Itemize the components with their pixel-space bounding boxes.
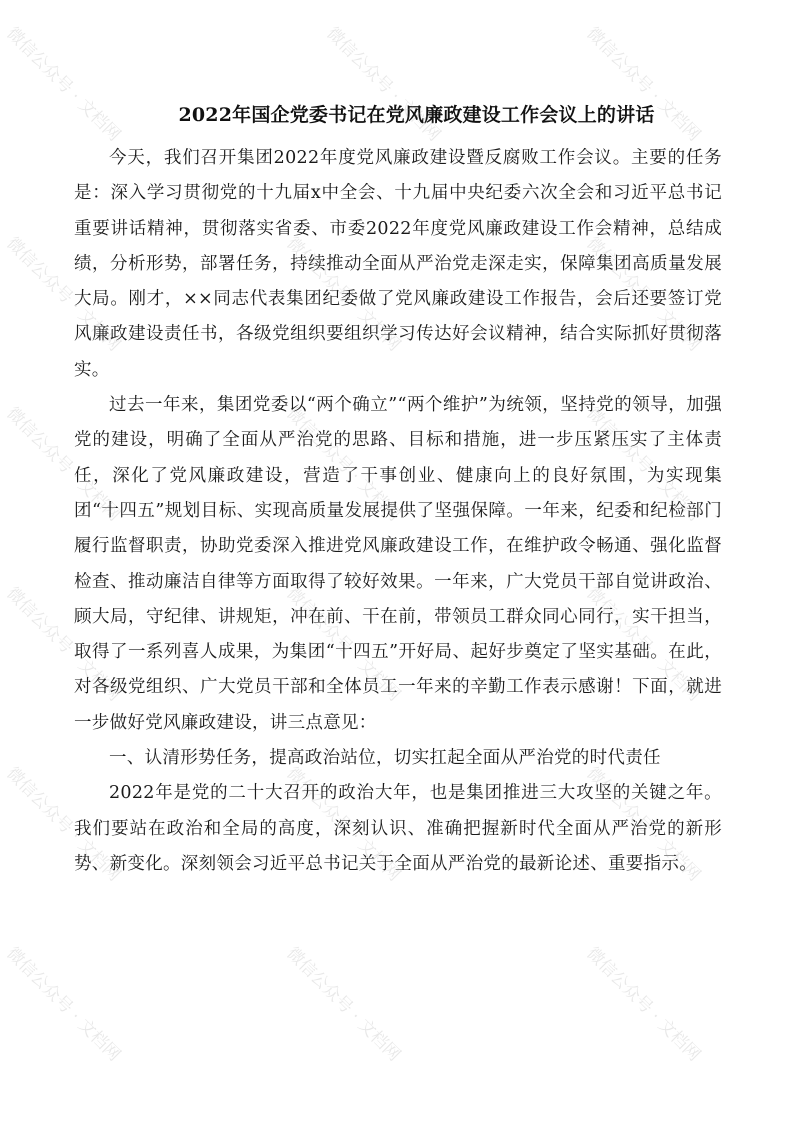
watermark: 微信公众号 · 文档网 xyxy=(2,763,125,886)
watermark: 微信公众号 · 文档网 xyxy=(2,943,125,1066)
watermark: 微信公众号 · 文档网 xyxy=(582,583,705,706)
watermark: 微信公众号 · 文档网 xyxy=(282,763,405,886)
watermark: 微信公众号 · 文档网 xyxy=(582,943,705,1066)
watermark: 微信公众号 · 文档网 xyxy=(2,23,125,146)
watermark: 微信公众号 · 文档网 xyxy=(322,23,445,146)
watermark: 微信公众号 · 文档网 xyxy=(582,23,705,146)
body-paragraph: 今天，我们召开集团2022年度党风廉政建设暨反腐败工作会议。主要的任务是：深入学习贯彻党的十九届x中全会、十九届中央纪委六次全会和习近平总书记重要讲话精神，贯彻落实省委、市委2022年度党风廉政建设工作会精神，总结成绩，分析形势，部署任务，持续推动全面从严治党走深走实，保障集团高质量发展大局。刚才，××同志代表集团纪委做了党风廉政建设工作报告，会后还要签订党风廉政建设责任书，各级党组织要组织学习传达好会议精神，结合实际抓好贯彻落实。 xyxy=(74,148,722,380)
watermark: 微信公众号 · 文档网 xyxy=(282,583,405,706)
watermark: 微信公众号 · 文档网 xyxy=(2,233,125,356)
watermark: 微信公众号 · 文档网 xyxy=(582,403,705,526)
watermark: 微信公众号 · 文档网 xyxy=(2,403,125,526)
watermark: 微信公众号 · 文档网 xyxy=(2,583,125,706)
body-paragraph: 2022年是党的二十大召开的政治大年，也是集团推进三大攻坚的关键之年。我们要站在政治和全局的高度，深刻认识、准确把握新时代全面从严治党的新形势、新变化。深刻领会习近平总书记关于全面从严治党的最新论述、重要指示。 xyxy=(74,783,722,874)
watermark: 微信公众号 · 文档网 xyxy=(582,763,705,886)
watermark: 微信公众号 · 文档网 xyxy=(282,233,405,356)
document-title: 2022年国企党委书记在党风廉政建设工作会议上的讲话 xyxy=(178,104,655,126)
body-paragraph: 过去一年来，集团党委以“两个确立”“两个维护”为统领，坚持党的领导，加强党的建设，明确了全面从严治党的思路、目标和措施，进一步压紧压实了主体责任，深化了党风廉政建设，营造了干事创业、健康向上的良好氛围，为实现集团“十四五”规划目标、实现高质量发展提供了坚强保障。一年来，纪委和纪检部门履行监督职责，协助党委深入推进党风廉政建设工作，在维护政令畅通、强化监督检查、推动廉洁自律等方面取得了较好效果。一年来，广大党员干部自觉讲政治、顾大局，守纪律、讲规矩，冲在前、干在前，带领员工群众同心同行，实干担当，取得了一系列喜人成果，为集团“十四五”开好局、起好步奠定了坚实基础。在此，对各级党组织、广大党员干部和全体员工一年来的辛勤工作表示感谢！下面，就进一步做好党风廉政建设，讲三点意见： xyxy=(74,395,722,733)
document-body xyxy=(74,141,722,882)
section-heading: 一、认清形势任务，提高政治站位，切实扛起全面从严治党的时代责任 xyxy=(109,748,661,769)
watermark: 微信公众号 · 文档网 xyxy=(282,943,405,1066)
watermark: 微信公众号 · 文档网 xyxy=(582,233,705,356)
watermark: 微信公众号 · 文档网 xyxy=(282,403,405,526)
